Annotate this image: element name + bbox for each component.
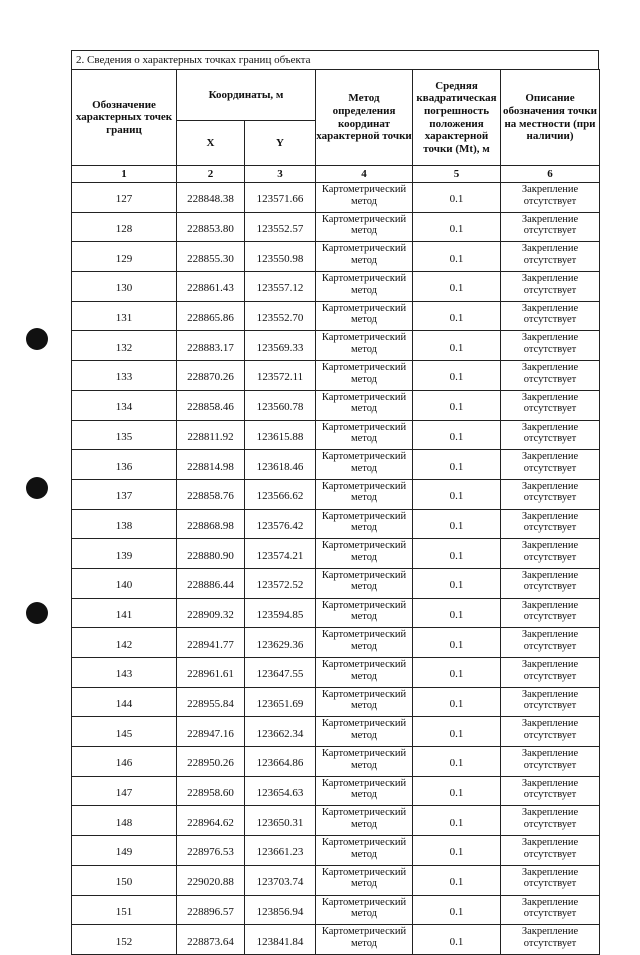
table-row <box>72 539 600 569</box>
cell-mean-error: 0.1 <box>413 776 501 806</box>
cell-description: Закрепление отсутствует <box>501 420 600 450</box>
cell-x-coordinate: 228865.86 <box>177 301 245 331</box>
cell-point-id: 134 <box>72 390 177 420</box>
cell-method: Картометрический метод <box>316 836 413 866</box>
cell-point-id: 145 <box>72 717 177 747</box>
cell-x-coordinate: 228861.43 <box>177 272 245 302</box>
section-title: 2. Сведения о характерных точках границ объекта <box>71 50 599 69</box>
table-row <box>72 212 600 242</box>
header-x: X <box>177 121 245 166</box>
cell-y-coordinate: 123571.66 <box>245 183 316 213</box>
cell-point-id: 144 <box>72 687 177 717</box>
cell-method: Картометрический метод <box>316 539 413 569</box>
table-row <box>72 568 600 598</box>
cell-point-id: 140 <box>72 568 177 598</box>
cell-point-id: 142 <box>72 628 177 658</box>
cell-point-id: 149 <box>72 836 177 866</box>
table-row <box>72 895 600 925</box>
cell-x-coordinate: 228858.76 <box>177 479 245 509</box>
cell-point-id: 137 <box>72 479 177 509</box>
cell-y-coordinate: 123569.33 <box>245 331 316 361</box>
column-number: 5 <box>413 166 501 183</box>
table-row <box>72 747 600 777</box>
header-coordinates: Координаты, м <box>177 70 316 121</box>
cell-y-coordinate: 123566.62 <box>245 479 316 509</box>
cell-y-coordinate: 123650.31 <box>245 806 316 836</box>
cell-method: Картометрический метод <box>316 628 413 658</box>
cell-description: Закрепление отсутствует <box>501 568 600 598</box>
cell-x-coordinate: 228848.38 <box>177 183 245 213</box>
cell-point-id: 132 <box>72 331 177 361</box>
cell-mean-error: 0.1 <box>413 836 501 866</box>
cell-mean-error: 0.1 <box>413 212 501 242</box>
cell-y-coordinate: 123662.34 <box>245 717 316 747</box>
cell-description: Закрепление отсутствует <box>501 895 600 925</box>
cell-method: Картометрический метод <box>316 390 413 420</box>
cell-mean-error: 0.1 <box>413 361 501 391</box>
table-row <box>72 509 600 539</box>
cell-method: Картометрический метод <box>316 183 413 213</box>
boundary-points-table <box>71 69 600 955</box>
cell-mean-error: 0.1 <box>413 479 501 509</box>
cell-x-coordinate: 229020.88 <box>177 865 245 895</box>
table-row <box>72 687 600 717</box>
cell-mean-error: 0.1 <box>413 331 501 361</box>
cell-description: Закрепление отсутствует <box>501 747 600 777</box>
cell-description: Закрепление отсутствует <box>501 479 600 509</box>
cell-y-coordinate: 123572.11 <box>245 361 316 391</box>
cell-method: Картометрический метод <box>316 331 413 361</box>
cell-description: Закрепление отсутствует <box>501 390 600 420</box>
cell-y-coordinate: 123552.70 <box>245 301 316 331</box>
column-number: 1 <box>72 166 177 183</box>
cell-description: Закрепление отсутствует <box>501 806 600 836</box>
cell-description: Закрепление отсутствует <box>501 272 600 302</box>
cell-mean-error: 0.1 <box>413 420 501 450</box>
cell-description: Закрепление отсутствует <box>501 658 600 688</box>
cell-point-id: 135 <box>72 420 177 450</box>
cell-description: Закрепление отсутствует <box>501 212 600 242</box>
cell-x-coordinate: 228855.30 <box>177 242 245 272</box>
cell-x-coordinate: 228873.64 <box>177 925 245 955</box>
binder-hole <box>26 602 48 624</box>
cell-description: Закрепление отсутствует <box>501 331 600 361</box>
cell-mean-error: 0.1 <box>413 895 501 925</box>
cell-point-id: 139 <box>72 539 177 569</box>
cell-mean-error: 0.1 <box>413 539 501 569</box>
table-row <box>72 272 600 302</box>
cell-method: Картометрический метод <box>316 865 413 895</box>
cell-mean-error: 0.1 <box>413 390 501 420</box>
cell-mean-error: 0.1 <box>413 272 501 302</box>
cell-x-coordinate: 228883.17 <box>177 331 245 361</box>
cell-x-coordinate: 228976.53 <box>177 836 245 866</box>
cell-method: Картометрический метод <box>316 747 413 777</box>
cell-method: Картометрический метод <box>316 450 413 480</box>
cell-y-coordinate: 123552.57 <box>245 212 316 242</box>
cell-y-coordinate: 123651.69 <box>245 687 316 717</box>
column-number: 2 <box>177 166 245 183</box>
table-row <box>72 598 600 628</box>
cell-mean-error: 0.1 <box>413 747 501 777</box>
cell-mean-error: 0.1 <box>413 925 501 955</box>
cell-point-id: 148 <box>72 806 177 836</box>
cell-point-id: 128 <box>72 212 177 242</box>
cell-description: Закрепление отсутствует <box>501 687 600 717</box>
cell-description: Закрепление отсутствует <box>501 925 600 955</box>
cell-point-id: 141 <box>72 598 177 628</box>
cell-method: Картометрический метод <box>316 895 413 925</box>
cell-x-coordinate: 228909.32 <box>177 598 245 628</box>
cell-point-id: 131 <box>72 301 177 331</box>
cell-point-id: 150 <box>72 865 177 895</box>
table-row <box>72 776 600 806</box>
cell-y-coordinate: 123618.46 <box>245 450 316 480</box>
table-row <box>72 628 600 658</box>
cell-description: Закрепление отсутствует <box>501 450 600 480</box>
cell-y-coordinate: 123594.85 <box>245 598 316 628</box>
points-table-body <box>72 183 600 955</box>
boundary-points-sheet <box>71 50 599 955</box>
cell-method: Картометрический метод <box>316 361 413 391</box>
cell-x-coordinate: 228811.92 <box>177 420 245 450</box>
cell-y-coordinate: 123856.94 <box>245 895 316 925</box>
cell-x-coordinate: 228964.62 <box>177 806 245 836</box>
cell-method: Картометрический метод <box>316 509 413 539</box>
cell-method: Картометрический метод <box>316 658 413 688</box>
cell-point-id: 133 <box>72 361 177 391</box>
cell-mean-error: 0.1 <box>413 509 501 539</box>
cell-y-coordinate: 123550.98 <box>245 242 316 272</box>
cell-point-id: 147 <box>72 776 177 806</box>
cell-method: Картометрический метод <box>316 687 413 717</box>
table-row <box>72 836 600 866</box>
cell-y-coordinate: 123703.74 <box>245 865 316 895</box>
cell-description: Закрепление отсутствует <box>501 242 600 272</box>
cell-method: Картометрический метод <box>316 420 413 450</box>
table-row <box>72 420 600 450</box>
column-number: 4 <box>316 166 413 183</box>
header-point-designation: Обозначение характерных точек границ <box>72 70 177 166</box>
cell-x-coordinate: 228961.61 <box>177 658 245 688</box>
cell-mean-error: 0.1 <box>413 598 501 628</box>
table-row <box>72 361 600 391</box>
cell-point-id: 129 <box>72 242 177 272</box>
cell-mean-error: 0.1 <box>413 687 501 717</box>
cell-x-coordinate: 228886.44 <box>177 568 245 598</box>
cell-method: Картометрический метод <box>316 242 413 272</box>
cell-point-id: 136 <box>72 450 177 480</box>
cell-point-id: 127 <box>72 183 177 213</box>
cell-method: Картометрический метод <box>316 598 413 628</box>
cell-description: Закрепление отсутствует <box>501 183 600 213</box>
cell-y-coordinate: 123572.52 <box>245 568 316 598</box>
cell-y-coordinate: 123560.78 <box>245 390 316 420</box>
table-row <box>72 183 600 213</box>
table-row <box>72 865 600 895</box>
table-row <box>72 658 600 688</box>
cell-point-id: 143 <box>72 658 177 688</box>
cell-description: Закрепление отсутствует <box>501 836 600 866</box>
cell-mean-error: 0.1 <box>413 658 501 688</box>
cell-method: Картометрический метод <box>316 717 413 747</box>
table-row <box>72 390 600 420</box>
cell-method: Картометрический метод <box>316 301 413 331</box>
cell-x-coordinate: 228950.26 <box>177 747 245 777</box>
cell-mean-error: 0.1 <box>413 865 501 895</box>
cell-x-coordinate: 228853.80 <box>177 212 245 242</box>
header-mean-error: Средняя квадратическая погрешность положения характерной точки (Mt), м <box>413 70 501 166</box>
cell-y-coordinate: 123661.23 <box>245 836 316 866</box>
cell-y-coordinate: 123664.86 <box>245 747 316 777</box>
cell-point-id: 138 <box>72 509 177 539</box>
cell-description: Закрепление отсутствует <box>501 776 600 806</box>
table-row <box>72 242 600 272</box>
header-description: Описание обозначения точки на местности (при наличии) <box>501 70 600 166</box>
cell-x-coordinate: 228870.26 <box>177 361 245 391</box>
binder-hole <box>26 477 48 499</box>
cell-x-coordinate: 228868.98 <box>177 509 245 539</box>
cell-description: Закрепление отсутствует <box>501 865 600 895</box>
header-method: Метод определения координат характерной точки <box>316 70 413 166</box>
cell-x-coordinate: 228955.84 <box>177 687 245 717</box>
cell-description: Закрепление отсутствует <box>501 301 600 331</box>
cell-x-coordinate: 228947.16 <box>177 717 245 747</box>
cell-x-coordinate: 228858.46 <box>177 390 245 420</box>
table-row <box>72 925 600 955</box>
cell-method: Картометрический метод <box>316 272 413 302</box>
cell-x-coordinate: 228896.57 <box>177 895 245 925</box>
table-row <box>72 301 600 331</box>
cell-mean-error: 0.1 <box>413 568 501 598</box>
cell-x-coordinate: 228941.77 <box>177 628 245 658</box>
cell-method: Картометрический метод <box>316 925 413 955</box>
column-number: 6 <box>501 166 600 183</box>
cell-method: Картометрический метод <box>316 479 413 509</box>
cell-mean-error: 0.1 <box>413 242 501 272</box>
cell-y-coordinate: 123629.36 <box>245 628 316 658</box>
table-row <box>72 717 600 747</box>
cell-method: Картометрический метод <box>316 212 413 242</box>
cell-y-coordinate: 123615.88 <box>245 420 316 450</box>
cell-y-coordinate: 123574.21 <box>245 539 316 569</box>
cell-mean-error: 0.1 <box>413 183 501 213</box>
table-row <box>72 450 600 480</box>
table-row <box>72 479 600 509</box>
cell-method: Картометрический метод <box>316 776 413 806</box>
cell-y-coordinate: 123557.12 <box>245 272 316 302</box>
header-y: Y <box>245 121 316 166</box>
cell-x-coordinate: 228880.90 <box>177 539 245 569</box>
cell-method: Картометрический метод <box>316 568 413 598</box>
column-number: 3 <box>245 166 316 183</box>
cell-x-coordinate: 228958.60 <box>177 776 245 806</box>
cell-point-id: 130 <box>72 272 177 302</box>
cell-mean-error: 0.1 <box>413 806 501 836</box>
cell-method: Картометрический метод <box>316 806 413 836</box>
cell-y-coordinate: 123647.55 <box>245 658 316 688</box>
table-row <box>72 331 600 361</box>
cell-x-coordinate: 228814.98 <box>177 450 245 480</box>
cell-point-id: 151 <box>72 895 177 925</box>
cell-description: Закрепление отсутствует <box>501 509 600 539</box>
cell-y-coordinate: 123576.42 <box>245 509 316 539</box>
cell-description: Закрепление отсутствует <box>501 361 600 391</box>
cell-description: Закрепление отсутствует <box>501 628 600 658</box>
cell-mean-error: 0.1 <box>413 628 501 658</box>
cell-y-coordinate: 123841.84 <box>245 925 316 955</box>
table-row <box>72 806 600 836</box>
cell-description: Закрепление отсутствует <box>501 598 600 628</box>
cell-description: Закрепление отсутствует <box>501 539 600 569</box>
cell-mean-error: 0.1 <box>413 717 501 747</box>
cell-y-coordinate: 123654.63 <box>245 776 316 806</box>
cell-mean-error: 0.1 <box>413 450 501 480</box>
cell-point-id: 146 <box>72 747 177 777</box>
cell-mean-error: 0.1 <box>413 301 501 331</box>
cell-point-id: 152 <box>72 925 177 955</box>
binder-hole <box>26 328 48 350</box>
cell-description: Закрепление отсутствует <box>501 717 600 747</box>
